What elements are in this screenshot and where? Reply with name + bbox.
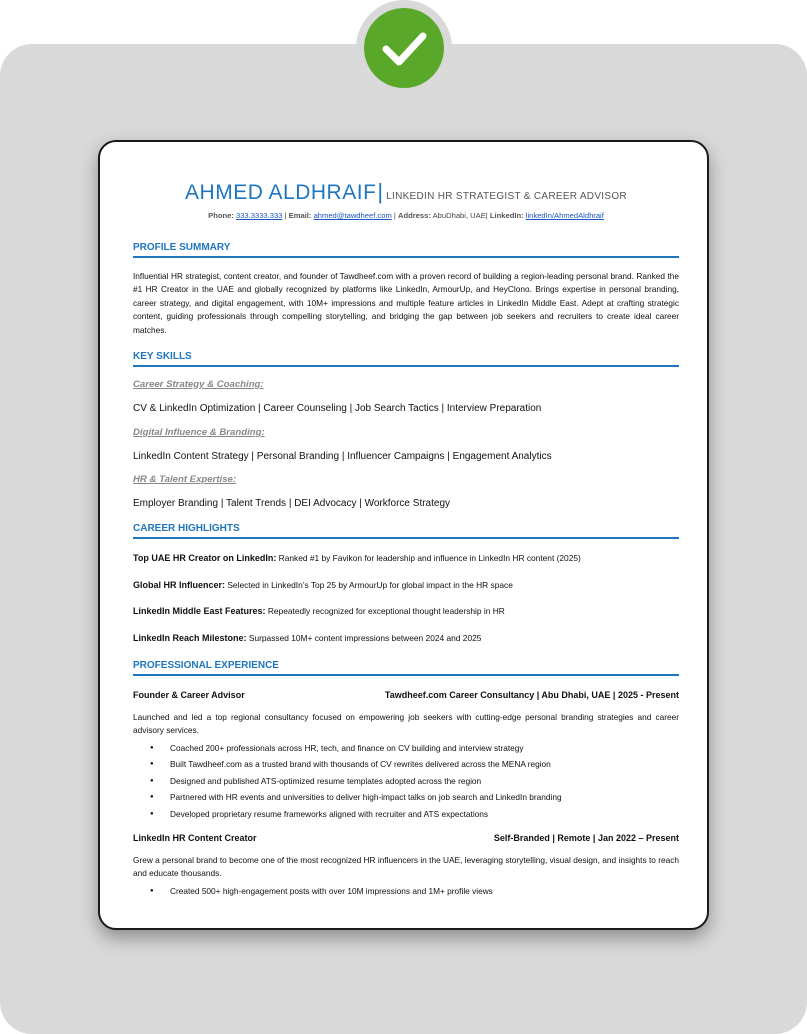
job-description: Grew a personal brand to become one of the most recognized HR influencers in the UAE, leveraging storytelling, visual design, and insights to reach and educate thousands. <box>133 855 679 879</box>
skill-group-items: LinkedIn Content Strategy | Personal Branding | Influencer Campaigns | Engagement Analytics <box>133 451 552 462</box>
checkmark-icon <box>364 8 444 88</box>
phone-label: Phone: <box>208 211 234 220</box>
summary-text: Influential HR strategist, content creator, and founder of Tawdheef.com with a proven record of building a region-leading personal brand. Ranked the #1 HR Creator in the UAE and globally recognized by platforms like LinkedIn, ArmourUp, and HeyClono. Brings expertise in personal branding, career strategy, and digital engagement, with 10M+ impressions and multiple feature articles in LinkedIn Middle East. Adept at crafting strategic content, guiding professionals through compelling storytelling, and bridging the gap between job seekers and recruiters to create ideal career matches. <box>133 271 679 335</box>
highlight-text: Selected in LinkedIn’s Top 25 by ArmourUp for global impact in the HR space <box>225 580 513 590</box>
job-meta: Tawdheef.com Career Consultancy | Abu Dhabi, UAE | 2025 - Present <box>384 690 679 700</box>
highlight-item <box>133 633 481 643</box>
highlight-label: LinkedIn Reach Milestone: <box>133 633 247 643</box>
email-label: Email: <box>288 211 312 220</box>
email-link[interactable]: ahmed@tawdheef.com <box>313 211 392 220</box>
highlight-label: Top UAE HR Creator on LinkedIn: <box>133 553 277 563</box>
skill-group-heading: Digital Influence & Branding: <box>133 427 265 438</box>
skill-group-heading: HR & Talent Expertise: <box>133 474 237 485</box>
highlight-item <box>133 606 505 616</box>
header-separator: | <box>377 179 384 204</box>
highlight-label: LinkedIn Middle East Features: <box>133 606 266 616</box>
resume-document <box>98 140 709 930</box>
highlight-label: Global HR Influencer: <box>133 580 226 590</box>
phone-link[interactable]: 333.3333.333 <box>235 211 283 220</box>
highlight-item <box>133 580 513 590</box>
highlight-item <box>133 553 581 563</box>
job-bullet: ● Built Tawdheef.com as a trusted brand with thousands of CV rewrites delivered across the MENA region <box>133 756 679 772</box>
linkedin-label: LinkedIn: <box>489 211 524 220</box>
job-bullet-list <box>133 740 679 822</box>
job-bullet: ● Partnered with HR events and universities to deliver high-impact talks on job search and LinkedIn branding <box>133 789 679 805</box>
section-title-highlights: CAREER HIGHLIGHTS <box>133 523 679 539</box>
section-title-experience: PROFESSIONAL EXPERIENCE <box>133 660 679 676</box>
address-value: AbuDhabi, UAE| <box>432 211 488 220</box>
job-role: LinkedIn HR Content Creator <box>133 833 257 843</box>
candidate-role: LINKEDIN HR STRATEGIST & CAREER ADVISOR <box>386 191 627 202</box>
skill-group-items: Employer Branding | Talent Trends | DEI Advocacy | Workforce Strategy <box>133 498 451 509</box>
skill-group-heading: Career Strategy & Coaching: <box>133 379 264 390</box>
contact-line: Phone: 333.3333.333 | Email: ahmed@tawdheef.com | Address: AbuDhabi, UAE| LinkedIn: linkedIn/AhmedAldhraif <box>208 211 604 220</box>
job-header <box>133 690 679 700</box>
highlight-text: Ranked #1 by Favikon for leadership and influence in LinkedIn HR content (2025) <box>276 553 581 563</box>
job-bullet-list <box>133 883 679 899</box>
job-meta: Self-Branded | Remote | Jan 2022 – Present <box>493 833 679 843</box>
section-title-skills: KEY SKILLS <box>133 351 679 367</box>
job-role: Founder & Career Advisor <box>133 690 245 700</box>
section-title-summary: PROFILE SUMMARY <box>133 242 679 258</box>
highlight-text: Repeatedly recognized for exceptional thought leadership in HR <box>265 606 505 616</box>
address-label: Address: <box>397 211 431 220</box>
job-header <box>133 833 679 843</box>
candidate-name: AHMED ALDHRAIF <box>185 181 377 204</box>
skill-group-items: CV & LinkedIn Optimization | Career Counseling | Job Search Tactics | Interview Preparation <box>133 403 542 414</box>
job-bullet: ● Designed and published ATS-optimized resume templates adopted across the region <box>133 773 679 789</box>
highlight-text: Surpassed 10M+ content impressions between 2024 and 2025 <box>246 633 482 643</box>
job-bullet: ● Coached 200+ professionals across HR, tech, and finance on CV building and interview strategy <box>133 740 679 756</box>
resume-header <box>133 179 679 205</box>
linkedin-link[interactable]: linkedIn/AhmedAldhraif <box>525 211 604 220</box>
job-bullet: ● Developed proprietary resume frameworks aligned with recruiter and ATS expectations <box>133 806 679 822</box>
job-bullet: ● Created 500+ high-engagement posts with over 10M impressions and 1M+ profile views <box>133 883 679 899</box>
job-description: Launched and led a top regional consultancy focused on empowering job seekers with cutting-edge personal branding strategies and career advisory services. <box>133 712 679 736</box>
